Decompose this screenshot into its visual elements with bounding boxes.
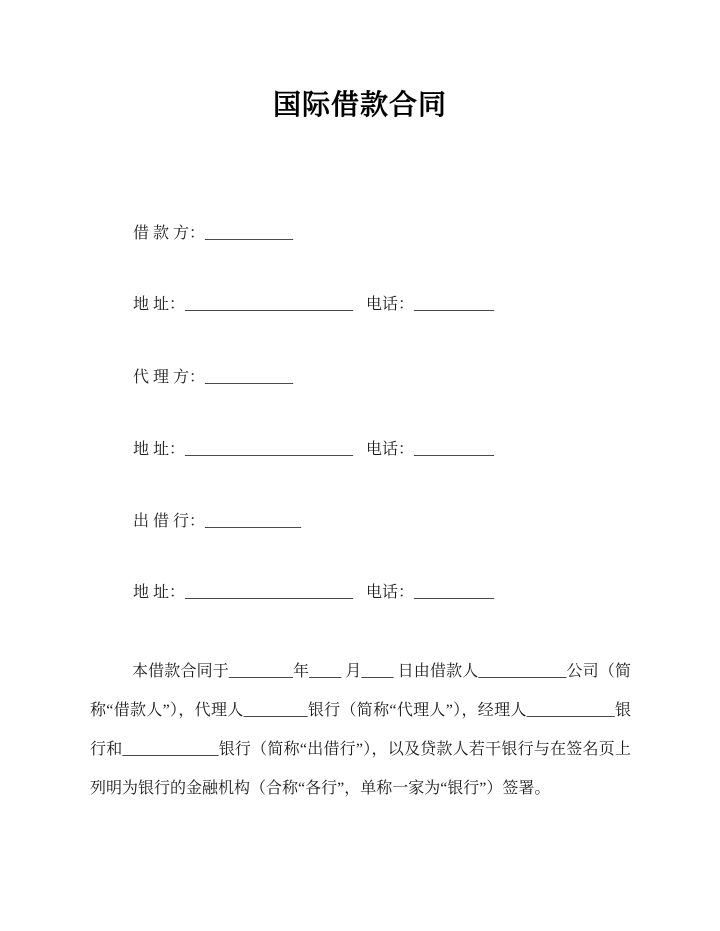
document-title: 国际借款合同 <box>272 89 447 120</box>
phone-label: 电话： <box>366 584 415 601</box>
address-blank-line: _____________________ <box>185 296 354 313</box>
lending-bank-label: 出 借 行： <box>133 513 206 530</box>
field-row-lending-bank <box>133 513 301 531</box>
address-label: 地 址： <box>133 296 186 313</box>
contract-intro-paragraph: 本借款合同于________年____ 月____ 日由借款人___________公司（简称“借款人”），代理人________银行（简称“代理人”），经理人___________银行和____________银行（简称“出借行”），以及贷款人若干银行与在签名页上列明为银行的金融机构（合称“各行”，单称一家为“银行”）签署。 <box>90 663 631 797</box>
phone-label: 电话： <box>366 296 415 313</box>
address-blank-line: _____________________ <box>185 584 354 601</box>
address-label: 地 址： <box>133 584 186 601</box>
borrower-label: 借 款 方： <box>133 225 206 242</box>
phone-blank-line: __________ <box>414 296 495 313</box>
address-label: 地 址： <box>133 441 186 458</box>
phone-label: 电话： <box>366 441 415 458</box>
field-row-address-2 <box>133 441 494 459</box>
borrower-blank-line: ___________ <box>205 225 294 242</box>
agent-label: 代 理 方： <box>133 369 206 386</box>
field-row-borrower <box>133 225 293 243</box>
field-row-agent <box>133 369 293 387</box>
field-row-address-3 <box>133 584 494 602</box>
phone-blank-line: __________ <box>414 584 495 601</box>
field-row-address-1 <box>133 296 494 314</box>
lending-bank-blank-line: ____________ <box>205 513 302 530</box>
address-blank-line: _____________________ <box>185 441 354 458</box>
phone-blank-line: __________ <box>414 441 495 458</box>
agent-blank-line: ___________ <box>205 369 294 386</box>
